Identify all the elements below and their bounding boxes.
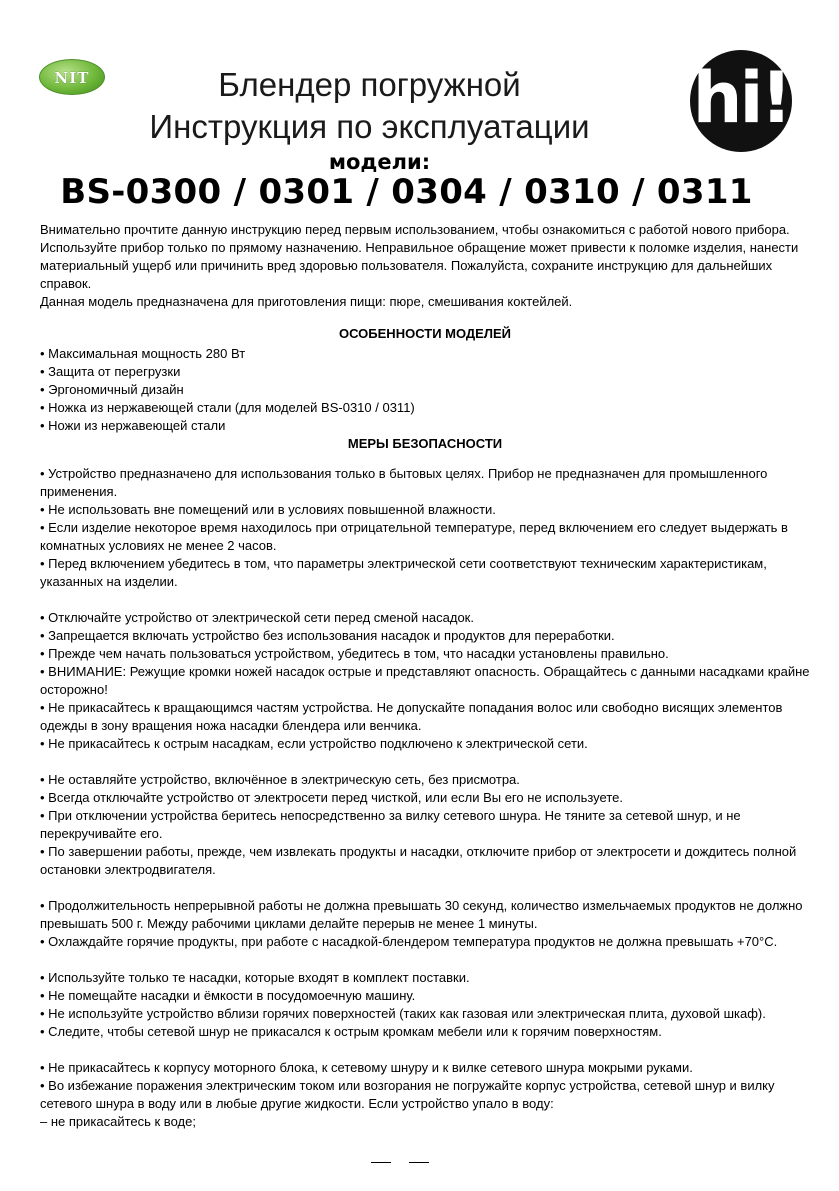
safety-item: • Не использовать вне помещений или в условиях повышенной влажности. (40, 502, 496, 517)
safety-item: • Не оставляйте устройство, включённое в электрическую сеть, без присмотра. (40, 772, 520, 787)
safety-item: • ВНИМАНИЕ: Режущие кромки ножей насадок острые и представляют опасность. Обращайтесь с данными насадками крайне осторожно! (40, 664, 810, 697)
safety-item: • Устройство предназначено для использования только в бытовых целях. Прибор не предназначен для промышленного применения. (40, 466, 768, 499)
safety-item: • Не прикасайтесь к корпусу моторного блока, к сетевому шнуру и к вилке сетевого шнура мокрыми руками. (40, 1060, 693, 1075)
safety-item: • Не прикасайтесь к вращающимся частям устройства. Не допускайте попадания волос или свободно висящих элементов одежды в зону вращения ножа насадки блендера или венчика. (40, 700, 783, 733)
document-body (40, 221, 810, 1131)
models-label: модели: (328, 150, 431, 174)
safety-item: • Охлаждайте горячие продукты, при работе с насадкой-блендером температура продуктов не должна превышать +70°С. (40, 934, 778, 949)
safety-item: • Не используйте устройство вблизи горячих поверхностей (таких как газовая или электрическая плита, духовой шкаф). (40, 1006, 766, 1021)
safety-item: • По завершении работы, прежде, чем извлекать продукты и насадки, отключите прибор от электросети и дождитесь полной остановки электродвигателя. (40, 844, 797, 877)
footer-dash (409, 1162, 429, 1163)
nit-logo-text: NIT (54, 69, 90, 87)
feature-item: • Максимальная мощность 280 Вт (40, 346, 246, 361)
intro-paragraph: Внимательно прочтите данную инструкцию перед первым использованием, чтобы ознакомиться с работой нового прибора. Используйте прибор только по прямому назначению. Неправильное обращение может привести к поломке изделия, нанести материальный ущерб или причинить вред здоровью пользователя. Пожалуйста, сохраните инструкцию для дальнейших справок. (40, 222, 799, 291)
models-list: BS-0300 / 0301 / 0304 / 0310 / 0311 (60, 172, 753, 212)
intro-paragraph: Данная модель предназначена для приготовления пищи: пюре, смешивания коктейлей. (40, 294, 573, 309)
page-footer-marks (371, 1162, 431, 1163)
footer-dash (371, 1162, 391, 1163)
feature-item: • Ножка из нержавеющей стали (для моделей BS-0310 / 0311) (40, 400, 415, 415)
safety-item: • Всегда отключайте устройство от электросети перед чисткой, или если Вы его не используете. (40, 790, 623, 805)
safety-item: • Используйте только те насадки, которые входят в комплект поставки. (40, 970, 470, 985)
safety-item: • При отключении устройства беритесь непосредственно за вилку сетевого шнура. Не тяните за сетевой шнур, и не перекручивайте его. (40, 808, 741, 841)
safety-heading: МЕРЫ БЕЗОПАСНОСТИ (347, 436, 503, 451)
safety-item: • Продолжительность непрерывной работы не должна превышать 30 секунд, количество измельчаемых продуктов не должно превышать 500 г. Между рабочими циклами делайте перерыв не менее 1 минуты. (40, 898, 803, 931)
safety-item: • Если изделие некоторое время находилось при отрицательной температуре, перед включением его следует выдержать в комнатных условиях не менее 2 часов. (40, 520, 788, 553)
safety-item: • Перед включением убедитесь в том, что параметры электрической сети соответствуют техническим характеристикам, указанных на изделии. (40, 556, 767, 589)
feature-item: • Ножи из нержавеющей стали (40, 418, 226, 433)
safety-item: – не прикасайтесь к воде; (40, 1114, 196, 1129)
safety-item: • Во избежание поражения электрическим током или возгорания не погружайте корпус устройства, сетевой шнур и вилку сетевого шнура в воду или в любые другие жидкости. Если устройство упало в воду: (40, 1078, 775, 1111)
safety-item: • Не помещайте насадки и ёмкости в посудомоечную машину. (40, 988, 416, 1003)
safety-item: • Запрещается включать устройство без использования насадок и продуктов для переработки. (40, 628, 615, 643)
hi-logo-text: hi! (692, 57, 790, 139)
feature-item: • Эргономичный дизайн (40, 382, 184, 397)
feature-item: • Защита от перегрузки (40, 364, 181, 379)
safety-item: • Следите, чтобы сетевой шнур не прикасался к острым кромкам мебели или к горячим поверхностям. (40, 1024, 662, 1039)
hi-logo (690, 50, 792, 152)
document-title: Блендер погружной (218, 66, 521, 103)
document-subtitle: Инструкция по эксплуатации (149, 108, 590, 145)
safety-item: • Прежде чем начать пользоваться устройством, убедитесь в том, что насадки установлены правильно. (40, 646, 669, 661)
safety-item: • Не прикасайтесь к острым насадкам, если устройство подключено к электрической сети. (40, 736, 588, 751)
features-heading: ОСОБЕННОСТИ МОДЕЛЕЙ (339, 326, 511, 341)
safety-item: • Отключайте устройство от электрической сети перед сменой насадок. (40, 610, 474, 625)
